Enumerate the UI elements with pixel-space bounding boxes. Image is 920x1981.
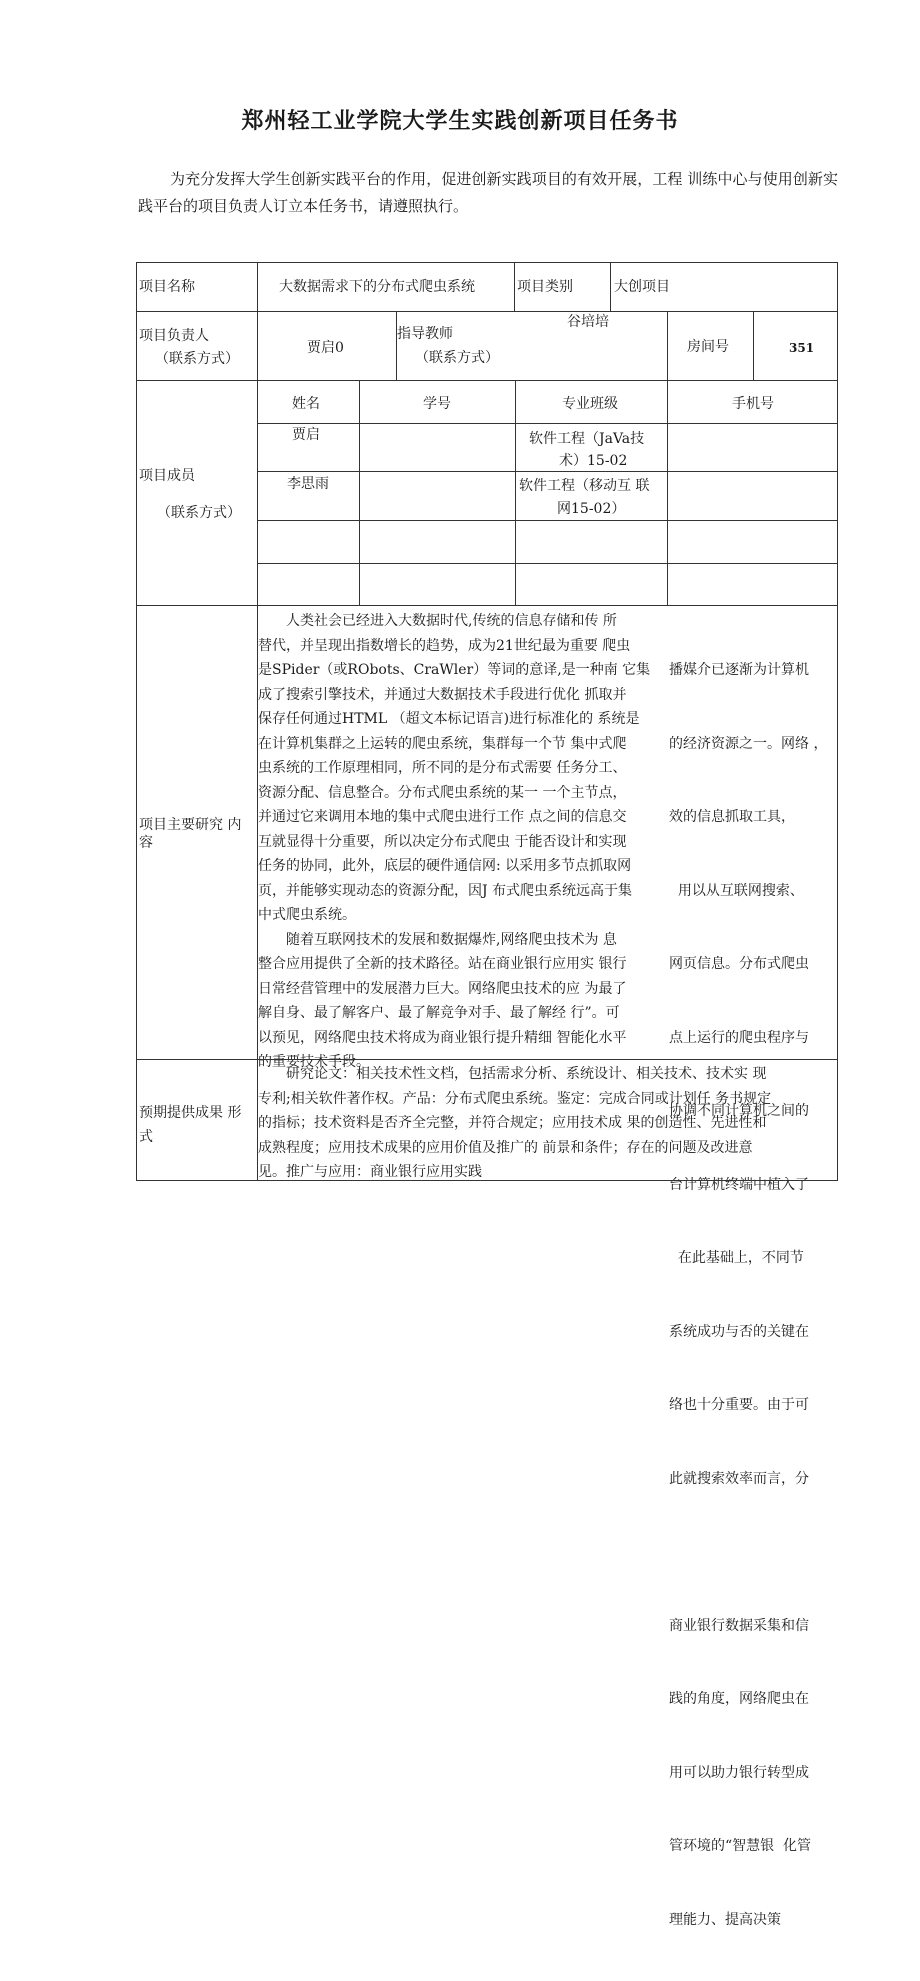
members-grid-line <box>359 381 360 605</box>
members-contact-label: （联系方式） <box>157 505 241 521</box>
line: 在计算机集群之上运转的爬虫系统，集群每一个节 集中式爬 <box>258 735 627 752</box>
line: 践的角度，网络爬虫在 <box>669 1691 809 1707</box>
leader-value: 贾启0 <box>307 340 344 356</box>
line: 以预见，网络爬虫技术将成为商业银行提升精细 智能化水平 <box>258 1029 627 1046</box>
line: 的指标；技术资料是否齐全完整，并符合规定；应用技术成 果的创造性、先进性和 <box>258 1115 767 1131</box>
line: 成熟程度；应用技术成果的应用价值及推广的 前景和条件；存在的问题及改进意 <box>258 1139 753 1156</box>
row-project-name <box>136 262 838 312</box>
line: 成了搜索引擎技术，并通过大数据技术手段进行优化 抓取并 <box>258 686 627 703</box>
member-1-class-cont: 术）15-02 <box>559 453 628 469</box>
line: 保存任何通过HTML （超文本标记语言)进行标准化的 系统是 <box>258 711 640 727</box>
line: 互就显得十分重要，所以决定分布式爬虫 于能否设计和实现 <box>258 833 627 850</box>
intro-paragraph: 为充分发挥大学生创新实践平台的作用，促进创新实践项目的有效开展，工程 训练中心与使用创新实践平台的项目负责人订立本任务书，请遵照执行。 <box>138 170 838 215</box>
project-type-value: 大创项目 <box>614 279 670 295</box>
results-label: 预期提供成果 形式 <box>139 1105 242 1145</box>
line: 的经济资源之一。网络 ， <box>669 735 828 752</box>
line: 效的信息抓取工具， <box>669 809 795 825</box>
row-project-leader <box>136 311 838 381</box>
header-class: 专业班级 <box>562 396 618 412</box>
line: 协调不同计算机之间的 <box>669 1103 809 1119</box>
line: 中式爬虫系统。 <box>258 907 356 923</box>
project-type-label: 项目类别 <box>517 279 573 295</box>
research-left-column <box>258 609 667 1075</box>
line: 任务的协同，此外，底层的硬件通信网: 以采用多节点抓取网 <box>258 858 632 874</box>
line: 系统成功与否的关键在 <box>669 1323 809 1340</box>
line: 解自身、最了解客户、最了解竞争对手、最了解经 行”。可 <box>258 1005 620 1021</box>
line: 此就搜索效率而言，分 <box>669 1470 809 1487</box>
member-1-name: 贾启 <box>292 427 320 443</box>
line: 人类社会已经进入大数据时代,传统的信息存储和传 所 <box>286 613 617 629</box>
members-label: 项目成员 <box>139 468 195 484</box>
advisor-value: 谷培培 <box>567 314 609 330</box>
line: 用以从互联网搜索、 <box>669 882 804 899</box>
leader-label: 项目负责人 <box>139 328 209 344</box>
research-right-column <box>669 609 837 1981</box>
results-text <box>258 1062 836 1185</box>
line: 点上运行的爬虫程序与 <box>669 1029 809 1046</box>
line: 整合应用提供了全新的技术路径。站在商业银行应用实 银行 <box>258 956 627 972</box>
line: 替代，并呈现出指数增长的趋势，成为21世纪最为重要 爬虫 <box>258 637 631 654</box>
line: 随着互联网技术的发展和数据爆炸,网络爬虫技术为 息 <box>286 931 617 948</box>
member-1-class: 软件工程（JaVa技 <box>529 431 645 447</box>
page-title: 郑州轻工业学院大学生实践创新项目任务书 <box>241 109 679 134</box>
line: 管环境的“智慧银 化管 <box>669 1838 812 1854</box>
leader-contact-label: （联系方式） <box>155 351 239 367</box>
header-student-id: 学号 <box>423 396 451 412</box>
line: 日常经营管理中的发展潜力巨大。网络爬虫技术的应 为最了 <box>258 980 627 997</box>
line: 研究论文：相关技术性文档，包括需求分析、系统设计、相关技术、技术实 现 <box>286 1066 767 1082</box>
line: 用可以助力银行转型成 <box>669 1764 809 1781</box>
line: 是SPider（或RObots、CraWler）等词的意译,是一种南 它集 <box>258 662 651 678</box>
line: 的重要技术手段。 <box>258 1054 370 1070</box>
advisor-contact-label: （联系方式） <box>415 350 499 366</box>
room-label: 房间号 <box>687 339 729 355</box>
header-name: 姓名 <box>292 396 320 412</box>
line: 网页信息。分布式爬虫 <box>669 956 809 972</box>
member-2-class: 软件工程（移动互 联 <box>519 478 650 494</box>
line: 在此基础上，不同节 <box>669 1250 804 1266</box>
line: 专利;相关软件著作权。产品：分布式爬虫系统。鉴定：完成合同或计划任 务书规定 <box>258 1090 772 1107</box>
members-section <box>136 380 838 606</box>
header-phone: 手机号 <box>732 396 774 412</box>
line: 见。推广与应用：商业银行应用实践 <box>258 1164 482 1180</box>
line: 播媒介已逐渐为计算机 <box>669 662 809 678</box>
line <box>669 1540 837 1565</box>
line: 页，并能够实现动态的资源分配，因J 布式爬虫系统远高于集 <box>258 882 633 899</box>
line: 络也十分重要。由于可 <box>669 1397 809 1413</box>
member-2-name: 李思雨 <box>287 476 329 492</box>
line: 资源分配、信息整合。分布式爬虫系统的某一 一个主节点， <box>258 784 627 801</box>
line: 虫系统的工作原理相同，所不同的是分布式需要 任务分工、 <box>258 760 627 776</box>
line: 台计算机终端中植入了 <box>669 1176 809 1193</box>
member-2-class-cont: 网15-02） <box>557 501 626 517</box>
project-name-value: 大数据需求下的分布式爬虫系统 <box>279 279 475 295</box>
advisor-label: 指导教师 <box>397 326 453 342</box>
room-value: 351 <box>789 341 815 355</box>
results-section <box>136 1059 838 1181</box>
line: 商业银行数据采集和信 <box>669 1617 809 1634</box>
research-label-line1: 项目主要研究 内容 <box>139 817 242 851</box>
line: 并通过它来调用本地的集中式爬虫进行工作 点之间的信息交 <box>258 809 627 825</box>
project-name-label: 项目名称 <box>139 279 195 295</box>
line: 理能力、提高决策 <box>669 1911 781 1928</box>
